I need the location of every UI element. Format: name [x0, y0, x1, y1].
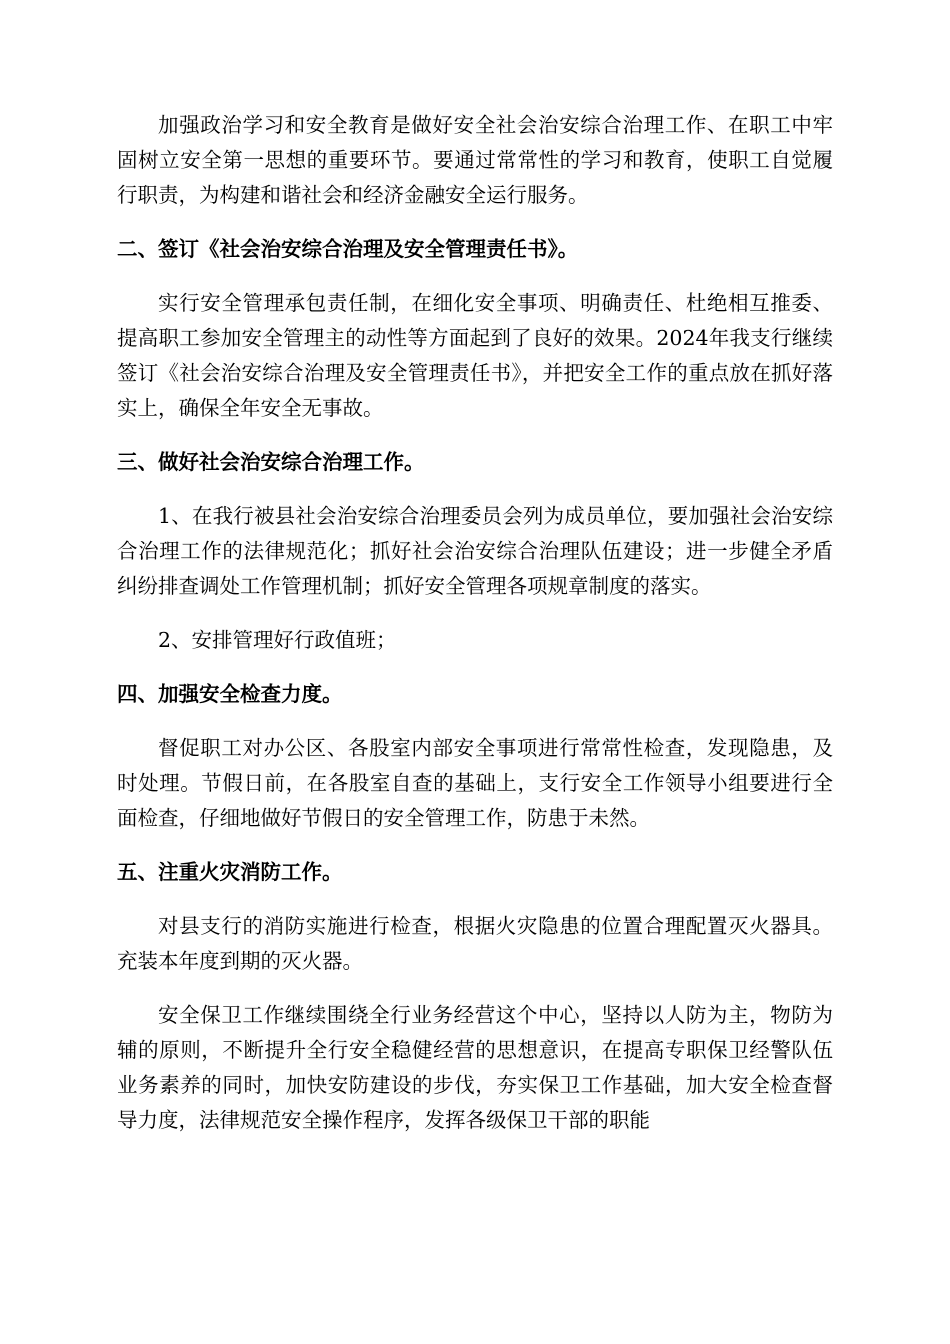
document-page	[117, 108, 833, 1157]
paragraph-security-work: 安全保卫工作继续围绕全行业务经营这个中心，坚持以人防为主，物防为辅的原则，不断提升全行安全稳健经营的思想意识，在提高专职保卫经警队伍业务素养的同时，加快安防建设的步伐，夯实保卫工作基础，加大安全检查督导力度，法律规范安全操作程序，发挥各级保卫干部的职能	[117, 1003, 833, 1132]
paragraph-security-item-1: 1、在我行被县社会治安综合治理委员会列为成员单位，要加强社会治安综合治理工作的法律规范化；抓好社会治安综合治理队伍建设；进一步健全矛盾纠纷排查调处工作管理机制；抓好安全管理各项规章制度的落实。	[117, 504, 833, 598]
paragraph-political-study: 加强政治学习和安全教育是做好安全社会治安综合治理工作、在职工中牢固树立安全第一思想的重要环节。要通过常常性的学习和教育，使职工自觉履行职责，为构建和谐社会和经济金融安全运行服务。	[117, 113, 833, 207]
heading-fire-prevention: 五、注重火灾消防工作。	[117, 860, 343, 884]
paragraph-safety-inspection: 督促职工对办公区、各股室内部安全事项进行常常性检查，发现隐患，及时处理。节假日前，在各股室自查的基础上，支行安全工作领导小组要进行全面检查，仔细地做好节假日的安全管理工作，防患于未然。	[117, 736, 833, 830]
paragraph-fire-prevention: 对县支行的消防实施进行检查，根据火灾隐患的位置合理配置灭火器具。充装本年度到期的灭火器。	[117, 914, 833, 973]
heading-sign-responsibility: 二、签订《社会治安综合治理及安全管理责任书》。	[117, 237, 579, 261]
heading-public-security: 三、做好社会治安综合治理工作。	[117, 450, 425, 474]
paragraph-security-item-2: 2、安排管理好行政值班；	[158, 628, 397, 652]
heading-safety-inspection: 四、加强安全检查力度。	[117, 682, 343, 706]
paragraph-responsibility-system: 实行安全管理承包责任制，在细化安全事项、明确责任、杜绝相互推委、提高职工参加安全管理主的动性等方面起到了良好的效果。2024年我支行继续签订《社会治安综合治理及安全管理责任书》，并把安全工作的重点放在抓好落实上，确保全年安全无事故。	[117, 291, 833, 420]
